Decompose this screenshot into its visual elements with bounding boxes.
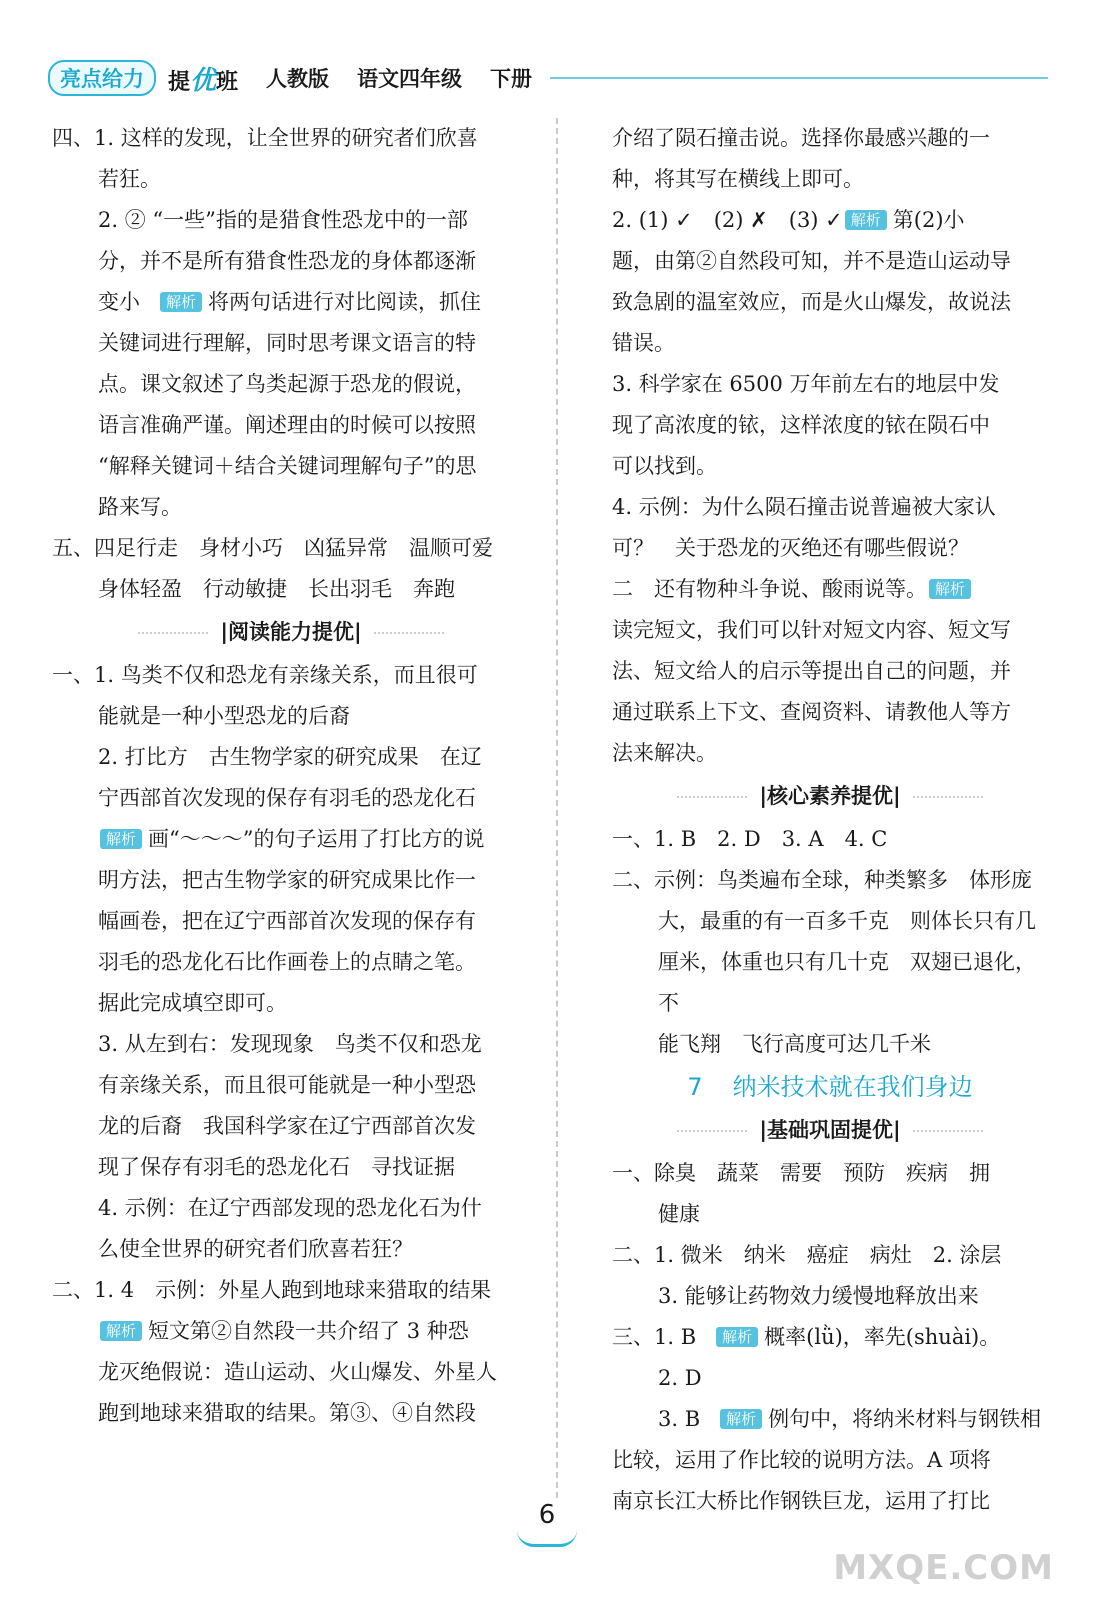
brand-badge: 亮点给力	[48, 60, 156, 96]
answer-line: 2. D	[658, 1366, 702, 1390]
analysis-line: 路来写。	[98, 495, 182, 519]
header-rule	[550, 77, 1048, 79]
answer-line: 大，最重的有一百多千克 则体长只有几	[658, 909, 1036, 933]
answer-text: 2. (1) ✓ (2) ✗ (3) ✓	[612, 208, 843, 232]
section-heading: |基础巩固提优|	[612, 1110, 1048, 1151]
answer-line: 3. 能够让药物效力缓慢地释放出来	[658, 1284, 979, 1308]
answer-line: 2. ② “一些”指的是猎食性恐龙中的一部	[98, 208, 468, 232]
analysis-line: 题，由第②自然段可知，并不是造山运动导	[612, 249, 1011, 273]
analysis-tag: 解析	[100, 829, 142, 849]
answer-line: 么使全世界的研究者们欣喜若狂？	[98, 1237, 413, 1261]
series-a: 提	[168, 69, 191, 95]
analysis-tag: 解析	[716, 1327, 758, 1347]
analysis-line: 幅画卷，把在辽宁西部首次发现的保存有	[98, 909, 476, 933]
series-title	[168, 60, 238, 97]
answer-line: 有亲缘关系，而且很可能就是一种小型恐	[98, 1073, 476, 1097]
answer-line: 3. 科学家在 6500 万年前左右的地层中发	[612, 372, 1000, 396]
watermark: MXQE.COM	[833, 1548, 1054, 1588]
lesson-number: 7	[687, 1073, 703, 1101]
answer-line: 二、示例：鸟类遍布全球，种类繁多 体形庞	[612, 868, 1032, 892]
volume-label: 下册	[490, 67, 533, 91]
analysis-line: 致急剧的温室效应，而是火山爆发，故说法	[612, 290, 1011, 314]
analysis-text: 例句中，将纳米材料与钢铁相	[768, 1407, 1042, 1431]
answer-text: 3. B	[658, 1407, 701, 1431]
column-divider	[556, 118, 558, 1498]
answer-line: 能就是一种小型恐龙的后裔	[98, 704, 350, 728]
answer-line	[612, 569, 1048, 610]
page-number-text: 6	[538, 1500, 556, 1530]
answer-line: 龙的后裔 我国科学家在辽宁西部首次发	[98, 1114, 476, 1138]
analysis-text: 概率(lǜ)，率先(shuài)。	[764, 1325, 1001, 1349]
analysis-line: 读完短文，我们可以针对短文内容、短文写	[612, 618, 1011, 642]
analysis-line: 语言准确严谨。阐述理由的时候可以按照	[98, 413, 476, 437]
answer-line: 可？ 关于恐龙的灭绝还有哪些假说？	[612, 536, 969, 560]
answer-line: 一、除臭 蔬菜 需要 预防 疾病 拥	[612, 1161, 990, 1185]
edition-label: 人教版	[266, 67, 330, 91]
answer-line: 4. 示例：在辽宁西部发现的恐龙化石为什	[98, 1196, 482, 1220]
analysis-line: 南京长江大桥比作钢铁巨龙，运用了打比	[612, 1489, 990, 1513]
analysis-line: 法、短文给人的启示等提出自己的问题，并	[612, 659, 1011, 683]
page-number-arc	[517, 1530, 577, 1547]
section-heading: |阅读能力提优|	[52, 612, 530, 653]
analysis-tag: 解析	[720, 1409, 762, 1429]
analysis-line: 据此完成填空即可。	[98, 991, 287, 1015]
analysis-line: 羽毛的恐龙化石比作画卷上的点睛之笔。	[98, 950, 476, 974]
answer-line: 能飞翔 飞行高度可达几千米	[658, 1032, 931, 1056]
answer-line: 健康	[658, 1202, 700, 1226]
lesson-title	[612, 1067, 1048, 1108]
answer-line	[612, 1399, 1048, 1440]
answer-line: 二、1. 4 示例：外星人跑到地球来猎取的结果	[52, 1278, 492, 1302]
page-header	[48, 58, 1048, 98]
answer-line: 厘米，体重也只有几十克 双翅已退化，不	[658, 950, 1036, 1015]
answer-line: 3. 从左到右：发现现象 鸟类不仅和恐龙	[98, 1032, 482, 1056]
analysis-text: 将两句话进行对比阅读，抓住	[208, 290, 482, 314]
analysis-text: 短文第②自然段一共介绍了 3 种恐	[148, 1319, 469, 1343]
answer-line: 分，并不是所有猎食性恐龙的身体都逐渐	[98, 249, 476, 273]
answer-line: 身体轻盈 行动敏捷 长出羽毛 奔跑	[98, 577, 455, 601]
subject-label: 语文四年级	[357, 67, 463, 91]
analysis-line: 比较，运用了作比较的说明方法。A 项将	[612, 1448, 991, 1472]
section-heading: |核心素养提优|	[612, 776, 1048, 817]
answer-line: 可以找到。	[612, 454, 717, 478]
answer-line	[52, 282, 530, 323]
analysis-line: 明方法，把古生物学家的研究成果比作一	[98, 868, 476, 892]
answer-line	[612, 200, 1048, 241]
answer-line	[612, 1317, 1048, 1358]
analysis-tag: 解析	[929, 579, 971, 599]
answer-line: 2. 打比方 古生物学家的研究成果 在辽	[98, 745, 482, 769]
lesson-name: 纳米技术就在我们身边	[732, 1073, 973, 1101]
analysis-line: “解释关键词＋结合关键词理解句子”的思	[98, 454, 477, 478]
left-column	[52, 118, 530, 1434]
analysis-line	[52, 819, 530, 860]
analysis-text: 第(2)小	[892, 208, 965, 232]
answer-line: 若狂。	[98, 167, 161, 191]
analysis-line: 错误。	[612, 331, 675, 355]
analysis-line: 点。课文叙述了鸟类起源于恐龙的假说，	[98, 372, 476, 396]
page-number	[0, 1500, 1094, 1547]
answer-line: 宁西部首次发现的保存有羽毛的恐龙化石	[98, 786, 476, 810]
analysis-tag: 解析	[100, 1321, 142, 1341]
analysis-line: 跑到地球来猎取的结果。第③、④自然段	[98, 1401, 476, 1425]
answer-line: 现了高浓度的铱，这样浓度的铱在陨石中	[612, 413, 990, 437]
answer-line: 四、1. 这样的发现，让全世界的研究者们欣喜	[52, 126, 478, 150]
answer-text: 二 还有物种斗争说、酸雨说等。	[612, 577, 927, 601]
analysis-line: 龙灭绝假说：造山运动、火山爆发、外星人	[98, 1360, 497, 1384]
analysis-line	[52, 1311, 530, 1352]
analysis-line: 介绍了陨石撞击说。选择你最感兴趣的一	[612, 126, 990, 150]
analysis-line: 法来解决。	[612, 741, 717, 765]
series-b: 优	[190, 65, 217, 96]
answer-line: 一、1. B 2. D 3. A 4. C	[612, 827, 888, 851]
answer-line: 二、1. 微米 纳米 癌症 病灶 2. 涂层	[612, 1243, 1002, 1267]
answer-line: 一、1. 鸟类不仅和恐龙有亲缘关系，而且很可	[52, 663, 478, 687]
answer-text: 三、1. B	[612, 1325, 697, 1349]
analysis-line: 种，将其写在横线上即可。	[612, 167, 864, 191]
analysis-line: 通过联系上下文、查阅资料、请教他人等方	[612, 700, 1011, 724]
analysis-text: 画“～～～”的句子运用了打比方的说	[148, 827, 485, 851]
answer-line: 现了保存有羽毛的恐龙化石 寻找证据	[98, 1155, 455, 1179]
analysis-tag: 解析	[845, 210, 887, 230]
answer-line: 五、四足行走 身材小巧 凶猛异常 温顺可爱	[52, 536, 493, 560]
series-c: 班	[216, 69, 239, 95]
right-column	[612, 118, 1048, 1522]
analysis-tag: 解析	[160, 292, 202, 312]
answer-text: 变小	[98, 290, 140, 314]
answer-line: 4. 示例：为什么陨石撞击说普遍被大家认	[612, 495, 996, 519]
analysis-line: 关键词进行理解，同时思考课文语言的特	[98, 331, 476, 355]
